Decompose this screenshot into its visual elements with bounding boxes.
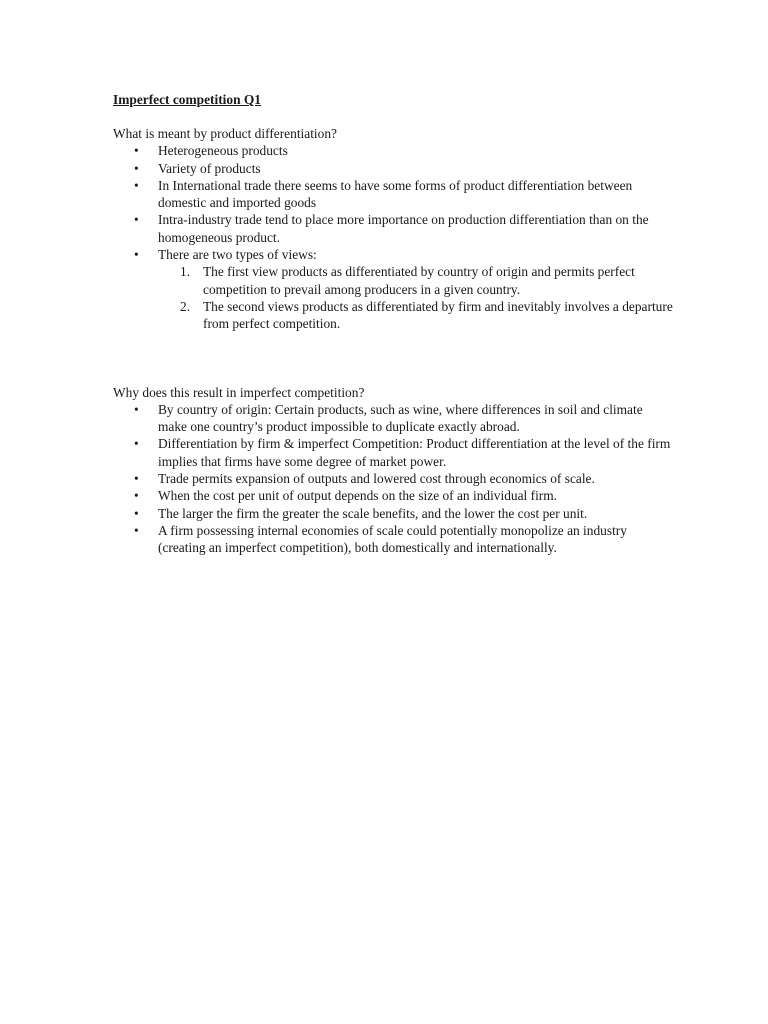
- numbered-list-views: [158, 263, 673, 332]
- bullet-icon: •: [134, 143, 139, 159]
- list-item-text: Intra-industry trade tend to place more importance on production differentiation than on the homogeneous product.: [158, 212, 649, 245]
- list-item-text: When the cost per unit of output depends on the size of an individual firm.: [158, 488, 558, 504]
- item-number: 1.: [180, 264, 191, 280]
- numbered-item: [158, 263, 673, 298]
- numbered-item: [158, 298, 673, 333]
- list-item: [113, 160, 673, 177]
- list-item: [113, 470, 673, 487]
- bullet-icon: •: [134, 212, 139, 228]
- list-item-text: A firm possessing internal economies of scale could potentially monopolize an industry (creating an imperfect competition), both domestically and internationally.: [158, 522, 627, 556]
- bullet-list-trade: [113, 177, 673, 246]
- list-item: [113, 246, 673, 332]
- numbered-item-text: The second views products as differentiated by firm and inevitably involves a departure from perfect competition.: [203, 298, 673, 332]
- list-item: [113, 522, 673, 557]
- list-item-text: By country of origin: Certain products, such as wine, where differences in soil and climate make one country’s product impossible to duplicate exactly abroad.: [158, 401, 643, 435]
- document-page: [113, 91, 673, 557]
- list-item: [113, 487, 673, 504]
- list-item-text: Trade permits expansion of outputs and lowered cost through economics of scale.: [158, 471, 595, 487]
- bullet-icon: •: [134, 505, 139, 521]
- bullet-list-reasons: [113, 401, 673, 557]
- list-item-text: In International trade there seems to have some forms of product differentiation between domestic and imported goods: [158, 177, 633, 211]
- list-item-text: The larger the firm the greater the scale benefits, and the lower the cost per unit.: [158, 505, 588, 521]
- list-item: [113, 505, 673, 522]
- bullet-icon: •: [134, 177, 139, 193]
- list-item-text: Differentiation by firm & imperfect Competition: Product differentiation at the level of the firm implies that firms have some degree of market power.: [158, 436, 671, 469]
- bullet-icon: •: [134, 471, 139, 487]
- list-item: [113, 401, 673, 436]
- list-item: [113, 142, 673, 159]
- item-number: 2.: [180, 298, 191, 314]
- list-item: [113, 211, 673, 246]
- list-item-text: There are two types of views:: [158, 247, 317, 263]
- bullet-icon: •: [134, 401, 139, 417]
- question-imperfect-competition: Why does this result in imperfect competition?: [113, 384, 365, 400]
- bullet-icon: •: [134, 436, 139, 452]
- document-title: Imperfect competition Q1: [113, 92, 261, 107]
- bullet-icon: •: [134, 247, 139, 263]
- question-product-differentiation: What is meant by product differentiation?: [113, 126, 337, 141]
- list-item: [113, 435, 673, 470]
- numbered-item-text: The first view products as differentiated by country of origin and permits perfect competition to prevail among producers in a given country.: [203, 264, 635, 297]
- list-item-text: Heterogeneous products: [158, 143, 288, 159]
- bullet-list-differentiation: [113, 142, 673, 177]
- bullet-icon: •: [134, 522, 139, 538]
- bullet-list-views: [113, 246, 673, 332]
- bullet-icon: •: [134, 160, 139, 176]
- list-item: [113, 177, 673, 212]
- list-item-text: Variety of products: [158, 160, 261, 176]
- bullet-icon: •: [134, 488, 139, 504]
